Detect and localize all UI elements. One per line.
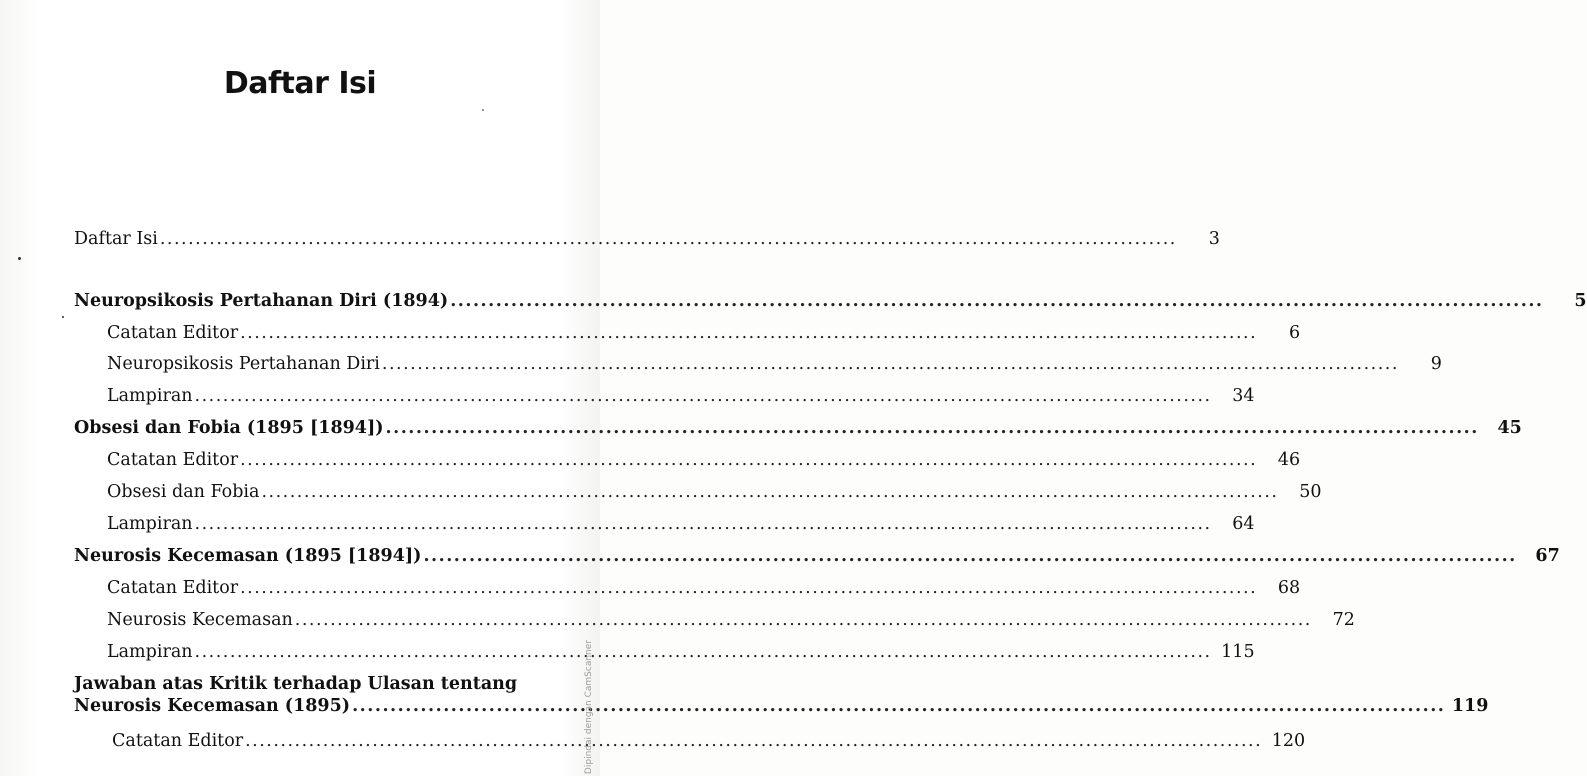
dot-leader: ................................................................................................................................................ — [194, 386, 1212, 406]
dot-leader: ................................................................................................................................................ — [194, 514, 1212, 534]
dot-leader: ................................................................................................................................................ — [294, 610, 1312, 630]
toc-entry-catatan-editor[interactable] — [112, 730, 1306, 752]
toc-entry-label: Catatan Editor — [107, 323, 239, 343]
toc-entry-label: Catatan Editor — [107, 578, 239, 598]
toc-entry-lampiran[interactable] — [107, 385, 1255, 407]
toc-entry-label: Lampiran — [107, 642, 193, 662]
toc-entry-page: 6 — [1289, 323, 1301, 343]
toc-entry-label: Neurosis Kecemasan — [107, 610, 293, 630]
dot-leader: ................................................................................................................................................ — [194, 642, 1212, 662]
scan-speck — [62, 316, 64, 318]
toc-entry-label: Catatan Editor — [112, 731, 244, 751]
toc-entry-page: 72 — [1332, 610, 1355, 630]
toc-entry-label-line2: Neurosis Kecemasan (1895) — [74, 696, 351, 716]
dot-leader: ................................................................................................................................................ — [423, 546, 1517, 566]
toc-entry-page: 68 — [1277, 578, 1301, 598]
dot-leader: ................................................................................................................................................ — [159, 229, 1177, 249]
dot-leader: ................................................................................................................................................ — [261, 482, 1279, 502]
toc-entry-catatan-editor[interactable] — [107, 322, 1301, 344]
dot-leader: ................................................................................................................................................ — [385, 418, 1479, 438]
toc-entry-obsesi-text[interactable] — [107, 481, 1322, 503]
scan-speck — [482, 109, 484, 111]
scan-speck — [18, 257, 21, 260]
toc-entry-page: 9 — [1430, 354, 1442, 374]
toc-entry-catatan-editor[interactable] — [107, 449, 1301, 471]
toc-entry-label-line1: Jawaban atas Kritik terhadap Ulasan tentang — [74, 674, 518, 694]
toc-entry-lampiran[interactable] — [107, 513, 1255, 535]
toc-entry-catatan-editor[interactable] — [107, 577, 1301, 599]
toc-entry-page: 67 — [1535, 546, 1560, 566]
toc-entry-page: 3 — [1208, 229, 1220, 249]
dot-leader: ................................................................................................................................................ — [245, 731, 1263, 751]
toc-entry-page: 119 — [1451, 696, 1489, 716]
toc-section-jawaban[interactable] — [74, 673, 1489, 717]
toc-entry-label: Obsesi dan Fobia (1895 [1894]) — [74, 418, 384, 438]
toc-entry-label: Daftar Isi — [74, 229, 158, 249]
toc-entry-label: Neuropsikosis Pertahanan Diri (1894) — [74, 291, 449, 311]
scanner-watermark: Dipindai dengan CamScanner — [584, 640, 594, 775]
page-title: Daftar Isi — [223, 66, 377, 101]
toc-entry-label: Neurosis Kecemasan (1895 [1894]) — [74, 546, 422, 566]
toc-entry-line2 — [74, 695, 1489, 717]
toc-entry-neurosis-text[interactable] — [107, 609, 1355, 631]
toc-entry-lampiran[interactable] — [107, 641, 1255, 663]
toc-entry-page: 34 — [1232, 386, 1255, 406]
dot-leader: ................................................................................................................................................ — [240, 323, 1258, 343]
dot-leader: ................................................................................................................................................ — [450, 291, 1544, 311]
dot-leader: ................................................................................................................................................ — [240, 578, 1258, 598]
toc-entry-page: 50 — [1299, 482, 1322, 502]
toc-entry-label: Catatan Editor — [107, 450, 239, 470]
dot-leader: ................................................................................................................................................ — [352, 696, 1446, 716]
dot-leader: ................................................................................................................................................ — [240, 450, 1258, 470]
toc-entry-page: 115 — [1221, 642, 1255, 662]
toc-entry-daftar-isi[interactable] — [74, 228, 1220, 250]
toc-entry-page: 45 — [1497, 418, 1522, 438]
toc-entry-page: 120 — [1271, 731, 1306, 751]
toc-entry-neuropsikosis-text[interactable] — [107, 353, 1442, 375]
toc-entry-page: 64 — [1232, 514, 1255, 534]
dot-leader: ................................................................................................................................................ — [381, 354, 1399, 374]
toc-entry-label: Obsesi dan Fobia — [107, 482, 260, 502]
toc-entry-page: 5 — [1574, 291, 1587, 311]
toc-section-neuropsikosis[interactable] — [74, 290, 1587, 312]
toc-entry-label: Neuropsikosis Pertahanan Diri — [107, 354, 380, 374]
toc-entry-label: Lampiran — [107, 386, 193, 406]
toc-section-obsesi[interactable] — [74, 417, 1522, 439]
toc-section-neurosis[interactable] — [74, 545, 1560, 567]
toc-entry-page: 46 — [1277, 450, 1301, 470]
toc-entry-label: Lampiran — [107, 514, 193, 534]
